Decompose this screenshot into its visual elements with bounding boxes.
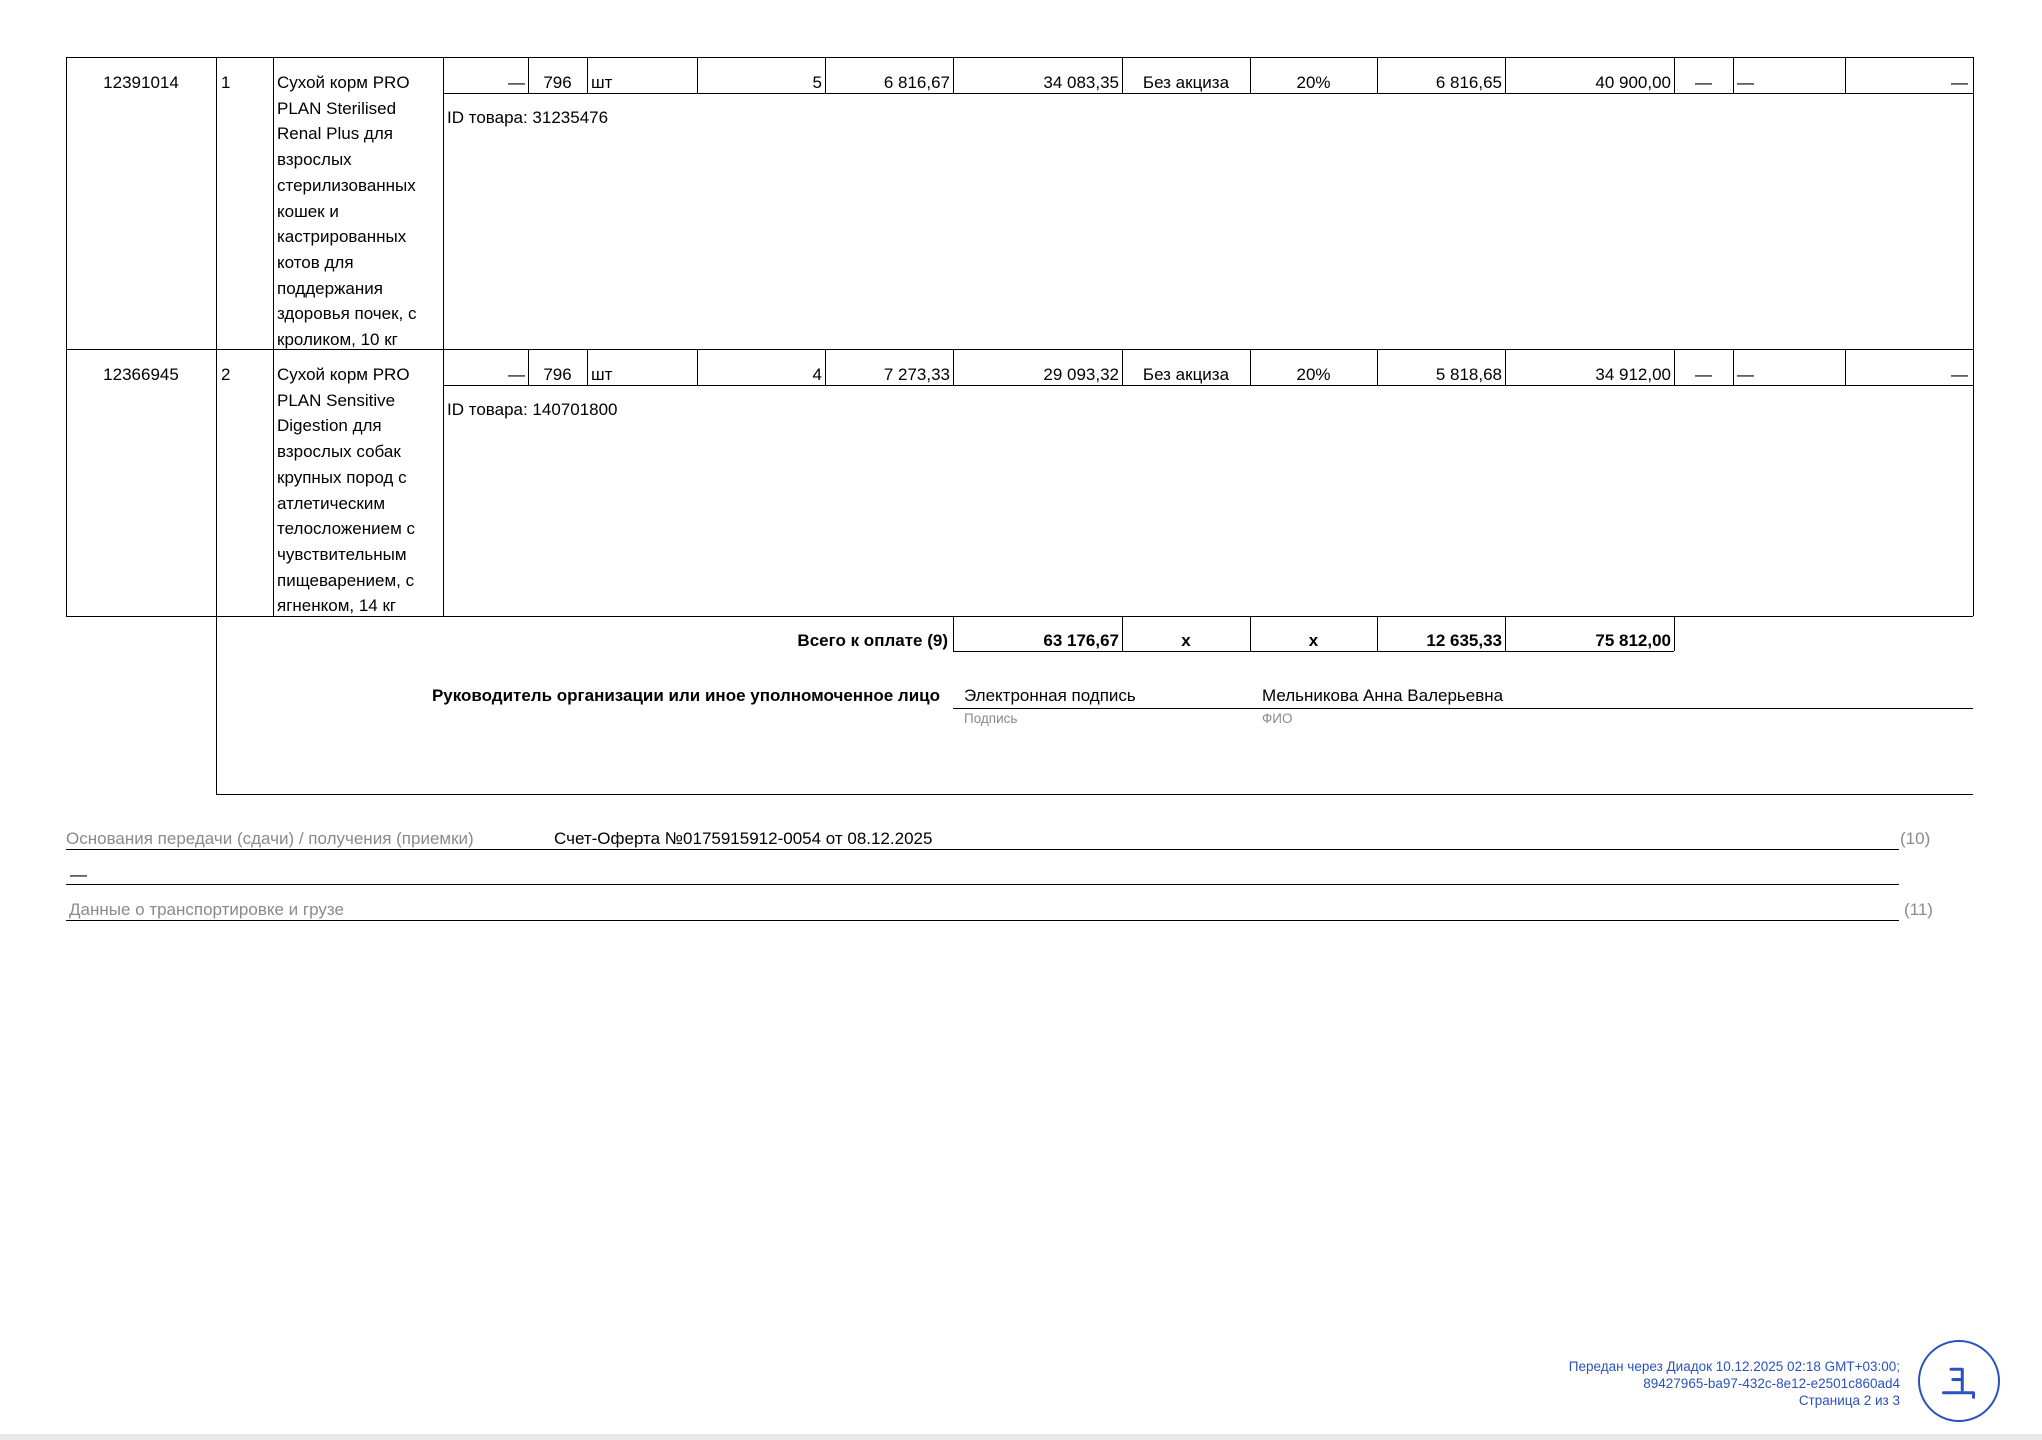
signature-value: Электронная подпись — [964, 686, 1136, 705]
basis-second-underline — [66, 884, 1899, 885]
unit-name: шт — [591, 73, 613, 92]
row2-data-bottom — [443, 385, 1973, 386]
total-vat-sum: 12 635,33 — [1426, 631, 1502, 650]
total-excise: х — [1181, 631, 1191, 650]
cost-with-vat: 34 912,00 — [1595, 365, 1671, 384]
basis-label: Основания передачи (сдачи) / получения (приемки) — [66, 829, 474, 848]
cost-without-vat: 34 083,35 — [1043, 73, 1119, 92]
vat-sum: 5 818,68 — [1435, 365, 1502, 384]
country-name: — — [1737, 365, 1754, 384]
col-line — [273, 57, 274, 616]
col-line — [587, 349, 588, 385]
product-type-code: — — [508, 365, 525, 384]
transport-label: Данные о транспортировке и грузе — [69, 900, 344, 919]
total-bottom — [953, 651, 1674, 652]
total-cost-without-vat: 63 176,67 — [1043, 631, 1119, 650]
country-code: — — [1695, 365, 1712, 384]
quantity: 5 — [812, 73, 822, 92]
total-label: Всего к оплате (9) — [797, 631, 948, 650]
basis-underline — [66, 849, 1899, 850]
transport-field-code: (11) — [1904, 900, 1933, 919]
row-number: 1 — [221, 73, 231, 92]
vat-rate: 20% — [1296, 365, 1331, 384]
basis-field-code: (10) — [1900, 829, 1931, 848]
signature-caption: Подпись — [964, 711, 1018, 726]
col-line — [1674, 616, 1675, 651]
page-bottom-band — [0, 1434, 2042, 1440]
col-line — [1733, 57, 1734, 93]
quantity: 4 — [812, 365, 822, 384]
customs-declaration: — — [1951, 73, 1968, 92]
product-type-code: — — [508, 73, 525, 92]
table-top-border — [66, 57, 1973, 58]
name-caption: ФИО — [1262, 711, 1293, 726]
country-name: — — [1737, 73, 1754, 92]
footer-document-guid: 89427965-ba97-432c-8e12-e2501c860ad4 — [1643, 1376, 1900, 1391]
customs-declaration: — — [1951, 365, 1968, 384]
basis-value: Счет-Оферта №0175915912-0054 от 08.12.2025 — [554, 829, 933, 848]
col-line — [66, 57, 67, 616]
vat-sum: 6 816,65 — [1435, 73, 1502, 92]
unit-price: 6 816,67 — [883, 73, 950, 92]
diadoc-logo-icon — [1918, 1340, 2000, 1422]
item-id: ID товара: 31235476 — [447, 108, 609, 127]
item-id: ID товара: 140701800 — [447, 400, 618, 419]
col-line — [1733, 349, 1734, 385]
unit-name: шт — [591, 365, 613, 384]
excise: Без акциза — [1142, 73, 1230, 92]
col-line — [587, 57, 588, 93]
cost-with-vat: 40 900,00 — [1595, 73, 1671, 92]
vat-rate: 20% — [1296, 73, 1331, 92]
product-name: Сухой корм PRO PLAN Sterilised Renal Plus для взрослых стерилизованных кошек и кастрированных котов для поддержания здоровья почек, с кроликом, 10 кг — [277, 73, 417, 350]
total-vat-rate: х — [1308, 631, 1319, 650]
basis-dash: — — [70, 865, 87, 884]
col-line — [216, 57, 217, 794]
row-number: 2 — [221, 365, 231, 384]
footer-page-number: Страница 2 из 3 — [1798, 1393, 1900, 1408]
total-cost-with-vat: 75 812,00 — [1595, 631, 1671, 650]
col-line — [1973, 57, 1974, 616]
footer-transfer-info: Передан через Диадок 10.12.2025 02:18 GMT+03:00; — [1568, 1359, 1900, 1374]
unit-code: 796 — [543, 365, 572, 384]
transport-underline — [66, 920, 1899, 921]
signature-underline — [953, 708, 1973, 709]
unit-code: 796 — [543, 73, 572, 92]
product-name: Сухой корм PRO PLAN Sensitive Digestion для взрослых собак крупных пород с атлетическим телосложением с чувствительным пищеварением, с ягненком, 14 кг — [277, 365, 416, 616]
col-line — [443, 57, 444, 616]
row1-data-bottom — [443, 93, 1973, 94]
product-code: 12366945 — [103, 365, 179, 384]
signature-block-bottom — [216, 794, 1973, 795]
product-code: 12391014 — [103, 73, 179, 92]
unit-price: 7 273,33 — [883, 365, 950, 384]
excise: Без акциза — [1142, 365, 1230, 384]
signatory-role-label: Руководитель организации или иное уполномоченное лицо — [431, 686, 940, 705]
signatory-name: Мельникова Анна Валерьевна — [1262, 686, 1504, 705]
country-code: — — [1695, 73, 1712, 92]
cost-without-vat: 29 093,32 — [1043, 365, 1119, 384]
